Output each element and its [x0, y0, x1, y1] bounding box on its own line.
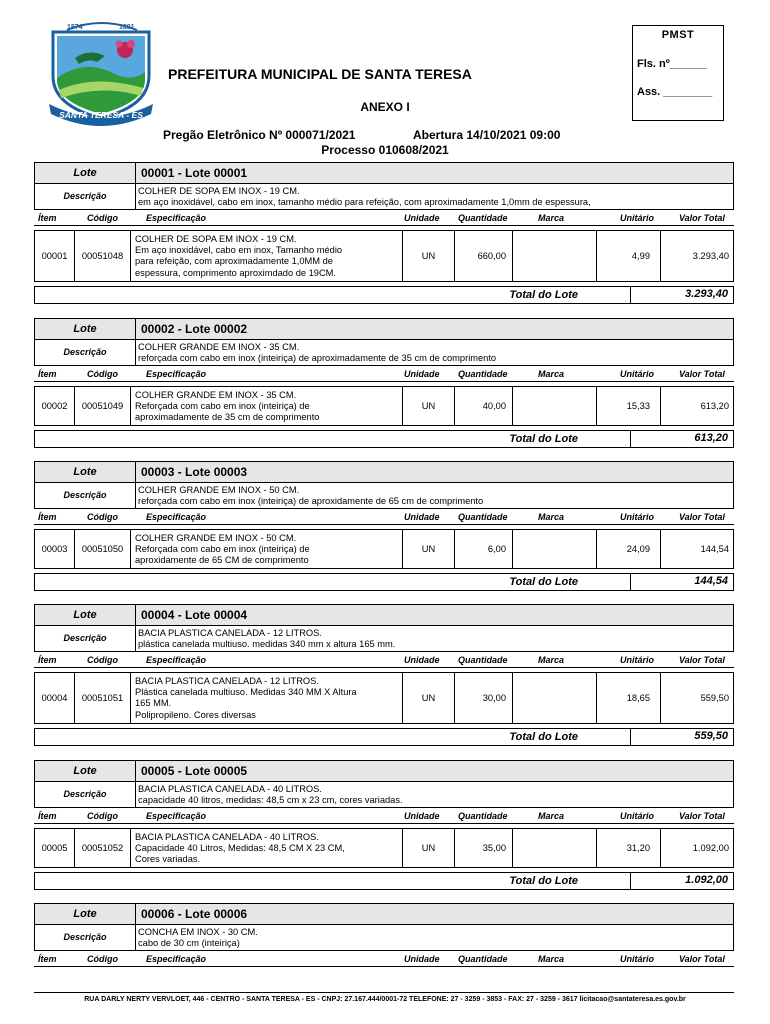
lot-total-label: Total do Lote — [509, 289, 578, 301]
col-unidade: Unidade — [404, 512, 440, 522]
col-especificacao: Especificação — [146, 512, 207, 522]
col-item: Ítem — [38, 655, 57, 665]
col-unidade: Unidade — [404, 369, 440, 379]
item-unit-price: 31,20 — [626, 843, 650, 853]
lot-description: BACIA PLASTICA CANELADA - 40 LITROS. capacidade 40 litros, medidas: 48,5 cm x 23 cm, cores variadas. — [138, 784, 403, 805]
col-valor-total: Valor Total — [679, 811, 725, 821]
col-marca: Marca — [538, 369, 565, 379]
item-code: 00051051 — [81, 693, 124, 703]
item-specification: BACIA PLASTICA CANELADA - 12 LITROS. Plástica canelada multiuso. Medidas 340 MM X Altura 165 MM. Polipropileno. Cores diversas — [135, 676, 357, 720]
lot-block — [34, 162, 734, 304]
annex-heading: ANEXO I — [360, 100, 410, 114]
item-total-value: 144,54 — [700, 544, 729, 554]
lot-description: COLHER DE SOPA EM INOX - 19 CM. em aço inoxidável, cabo em inox, tamanho médio para refeição, com aproximadamente 1,0mm de espessura, — [138, 186, 591, 207]
item-quantity: 30,00 — [482, 693, 506, 703]
col-unitario: Unitário — [620, 954, 655, 964]
logo-year-left: 1874 — [67, 24, 83, 31]
item-quantity: 40,00 — [482, 401, 506, 411]
item-unit-price: 4,99 — [631, 251, 650, 261]
item-unit-price: 18,65 — [626, 693, 650, 703]
col-codigo: Código — [87, 655, 118, 665]
lot-header — [34, 162, 734, 184]
lot-description-row — [34, 925, 734, 951]
item-code: 00051049 — [81, 401, 124, 411]
item-total-value: 1.092,00 — [692, 843, 729, 853]
lot-name: 00006 - Lote 00006 — [141, 907, 248, 921]
lot-block — [34, 604, 734, 746]
col-marca: Marca — [538, 213, 565, 223]
item-unit: UN — [421, 693, 436, 703]
item-total-value: 3.293,40 — [692, 251, 729, 261]
logo-year-right: 1891 — [119, 24, 135, 31]
lot-name: 00002 - Lote 00002 — [141, 322, 248, 336]
col-valor-total: Valor Total — [679, 655, 725, 665]
lot-label: Lote — [35, 761, 136, 781]
col-unidade: Unidade — [404, 213, 440, 223]
lot-label: Lote — [35, 319, 136, 339]
col-unidade: Unidade — [404, 655, 440, 665]
description-label: Descrição — [35, 626, 136, 651]
item-total-value: 613,20 — [700, 401, 729, 411]
col-codigo: Código — [87, 512, 118, 522]
col-quantidade: Quantidade — [458, 213, 508, 223]
col-item: Ítem — [38, 369, 57, 379]
item-number: 00002 — [41, 401, 68, 411]
col-quantidade: Quantidade — [458, 655, 508, 665]
stamp-fls-field: Fls. nº______ — [637, 58, 707, 70]
table-row — [34, 672, 734, 724]
col-valor-total: Valor Total — [679, 369, 725, 379]
pregao-number: Pregão Eletrônico Nº 000071/2021 — [163, 128, 356, 142]
lot-block — [34, 461, 734, 591]
lot-block — [34, 760, 734, 890]
col-quantidade: Quantidade — [458, 811, 508, 821]
lot-total-value: 3.293,40 — [685, 288, 728, 300]
item-unit-price: 15,33 — [626, 401, 650, 411]
lot-description: COLHER GRANDE EM INOX - 35 CM. reforçada com cabo em inox (inteiriça) de aproximadamente de 35 cm de comprimento — [138, 342, 497, 363]
item-code: 00051048 — [81, 251, 124, 261]
column-headers — [34, 509, 734, 525]
lot-description: BACIA PLASTICA CANELADA - 12 LITROS. plástica canelada multiuso. medidas 340 mm x altura 165 mm. — [138, 628, 396, 649]
item-specification: COLHER GRANDE EM INOX - 35 CM. Reforçada com cabo em inox (inteiriça) de aproximadamente de 35 cm de comprimento — [135, 390, 320, 423]
item-quantity: 6,00 — [487, 544, 506, 554]
col-marca: Marca — [538, 655, 565, 665]
column-headers — [34, 951, 734, 967]
lot-description-row — [34, 483, 734, 509]
col-unidade: Unidade — [404, 954, 440, 964]
col-codigo: Código — [87, 213, 118, 223]
lot-name: 00001 - Lote 00001 — [141, 166, 248, 180]
page-footer: RUA DARLY NERTY VERVLOET, 446 - CENTRO - SANTA TERESA - ES - CNPJ: 27.167.444/0001-72 TELEFONE: 27 - 3259 - 3853 - FAX: 27 - 3259 - 3617 licitacao@santateresa.es.gov.br — [84, 996, 686, 1003]
lot-label: Lote — [35, 605, 136, 625]
col-codigo: Código — [87, 954, 118, 964]
lot-label: Lote — [35, 904, 136, 924]
item-code: 00051050 — [81, 544, 124, 554]
column-headers — [34, 808, 734, 824]
table-row — [34, 828, 734, 868]
lot-header — [34, 318, 734, 340]
item-specification: COLHER GRANDE EM INOX - 50 CM. Reforçada com cabo em inox (inteiriça) de aproxidamente de 65 CM de comprimento — [135, 533, 310, 566]
column-headers — [34, 652, 734, 668]
lot-total-row — [34, 286, 734, 304]
logo-ribbon-text: SANTA TERESA - ES — [59, 110, 143, 120]
item-unit: UN — [421, 843, 436, 853]
item-number: 00004 — [41, 693, 68, 703]
item-specification: BACIA PLASTICA CANELADA - 40 LITROS. Capacidade 40 Litros, Medidas: 48,5 CM X 23 CM, Cores variadas. — [135, 832, 345, 865]
item-total-value: 559,50 — [700, 693, 729, 703]
description-label: Descrição — [35, 340, 136, 365]
lot-block — [34, 903, 734, 967]
col-unitario: Unitário — [620, 655, 655, 665]
col-valor-total: Valor Total — [679, 512, 725, 522]
lot-total-label: Total do Lote — [509, 576, 578, 588]
lot-header — [34, 903, 734, 925]
item-unit: UN — [421, 401, 436, 411]
item-unit: UN — [421, 251, 436, 261]
page-title: PREFEITURA MUNICIPAL DE SANTA TERESA — [168, 66, 472, 82]
lot-total-value: 144,54 — [694, 575, 728, 587]
lot-description-row — [34, 184, 734, 210]
description-label: Descrição — [35, 782, 136, 807]
item-number: 00005 — [41, 843, 68, 853]
col-valor-total: Valor Total — [679, 213, 725, 223]
col-especificacao: Especificação — [146, 213, 207, 223]
col-marca: Marca — [538, 811, 565, 821]
item-unit: UN — [421, 544, 436, 554]
item-code: 00051052 — [81, 843, 124, 853]
lot-header — [34, 760, 734, 782]
lot-total-label: Total do Lote — [509, 875, 578, 887]
lot-name: 00003 - Lote 00003 — [141, 465, 248, 479]
description-label: Descrição — [35, 184, 136, 209]
column-headers — [34, 366, 734, 382]
lot-total-label: Total do Lote — [509, 731, 578, 743]
lot-description-row — [34, 782, 734, 808]
col-unitario: Unitário — [620, 369, 655, 379]
col-unitario: Unitário — [620, 811, 655, 821]
col-item: Ítem — [38, 213, 57, 223]
col-item: Ítem — [38, 954, 57, 964]
lot-description-row — [34, 626, 734, 652]
lot-total-label: Total do Lote — [509, 433, 578, 445]
col-valor-total: Valor Total — [679, 954, 725, 964]
col-especificacao: Especificação — [146, 954, 207, 964]
col-codigo: Código — [87, 369, 118, 379]
lot-name: 00004 - Lote 00004 — [141, 608, 248, 622]
item-specification: COLHER DE SOPA EM INOX - 19 CM. Em aço inoxidável, cabo em inox, Tamanho médio para refeição, com aproximadamente 1,0MM de espessura, comprimento aproximdado de 19CM. — [135, 234, 343, 278]
col-unitario: Unitário — [620, 512, 655, 522]
col-quantidade: Quantidade — [458, 954, 508, 964]
lot-block — [34, 318, 734, 448]
lot-total-row — [34, 728, 734, 746]
description-label: Descrição — [35, 483, 136, 508]
col-item: Ítem — [38, 512, 57, 522]
item-number: 00003 — [41, 544, 68, 554]
item-unit-price: 24,09 — [626, 544, 650, 554]
description-label: Descrição — [35, 925, 136, 950]
col-codigo: Código — [87, 811, 118, 821]
lot-header — [34, 604, 734, 626]
col-marca: Marca — [538, 954, 565, 964]
col-especificacao: Especificação — [146, 655, 207, 665]
table-row — [34, 230, 734, 282]
footer-divider — [34, 992, 734, 993]
item-quantity: 660,00 — [477, 251, 506, 261]
stamp-pmst: PMST — [661, 29, 695, 41]
col-quantidade: Quantidade — [458, 512, 508, 522]
lot-total-row — [34, 573, 734, 591]
lot-total-value: 559,50 — [694, 730, 728, 742]
col-unidade: Unidade — [404, 811, 440, 821]
lot-header — [34, 461, 734, 483]
lot-total-row — [34, 872, 734, 890]
lot-total-value: 613,20 — [694, 432, 728, 444]
lot-name: 00005 - Lote 00005 — [141, 764, 248, 778]
opening-date: Abertura 14/10/2021 09:00 — [413, 128, 561, 142]
table-row — [34, 529, 734, 569]
lot-description: CONCHA EM INOX - 30 CM. cabo de 30 cm (inteiriça) — [138, 927, 258, 948]
lot-description-row — [34, 340, 734, 366]
column-headers — [34, 210, 734, 226]
lot-label: Lote — [35, 462, 136, 482]
process-number: Processo 010608/2021 — [321, 143, 449, 157]
col-quantidade: Quantidade — [458, 369, 508, 379]
col-especificacao: Especificação — [146, 369, 207, 379]
stamp-signature-field: Ass. ________ — [637, 86, 713, 98]
item-quantity: 35,00 — [482, 843, 506, 853]
table-row — [34, 386, 734, 426]
lot-description: COLHER GRANDE EM INOX - 50 CM. reforçada com cabo em inox (inteiriça) de aproxidamente de 65 cm de comprimento — [138, 485, 484, 506]
lot-total-value: 1.092,00 — [685, 874, 728, 886]
item-number: 00001 — [41, 251, 68, 261]
col-marca: Marca — [538, 512, 565, 522]
lot-label: Lote — [35, 163, 136, 183]
lot-total-row — [34, 430, 734, 448]
col-unitario: Unitário — [620, 213, 655, 223]
col-item: Ítem — [38, 811, 57, 821]
col-especificacao: Especificação — [146, 811, 207, 821]
